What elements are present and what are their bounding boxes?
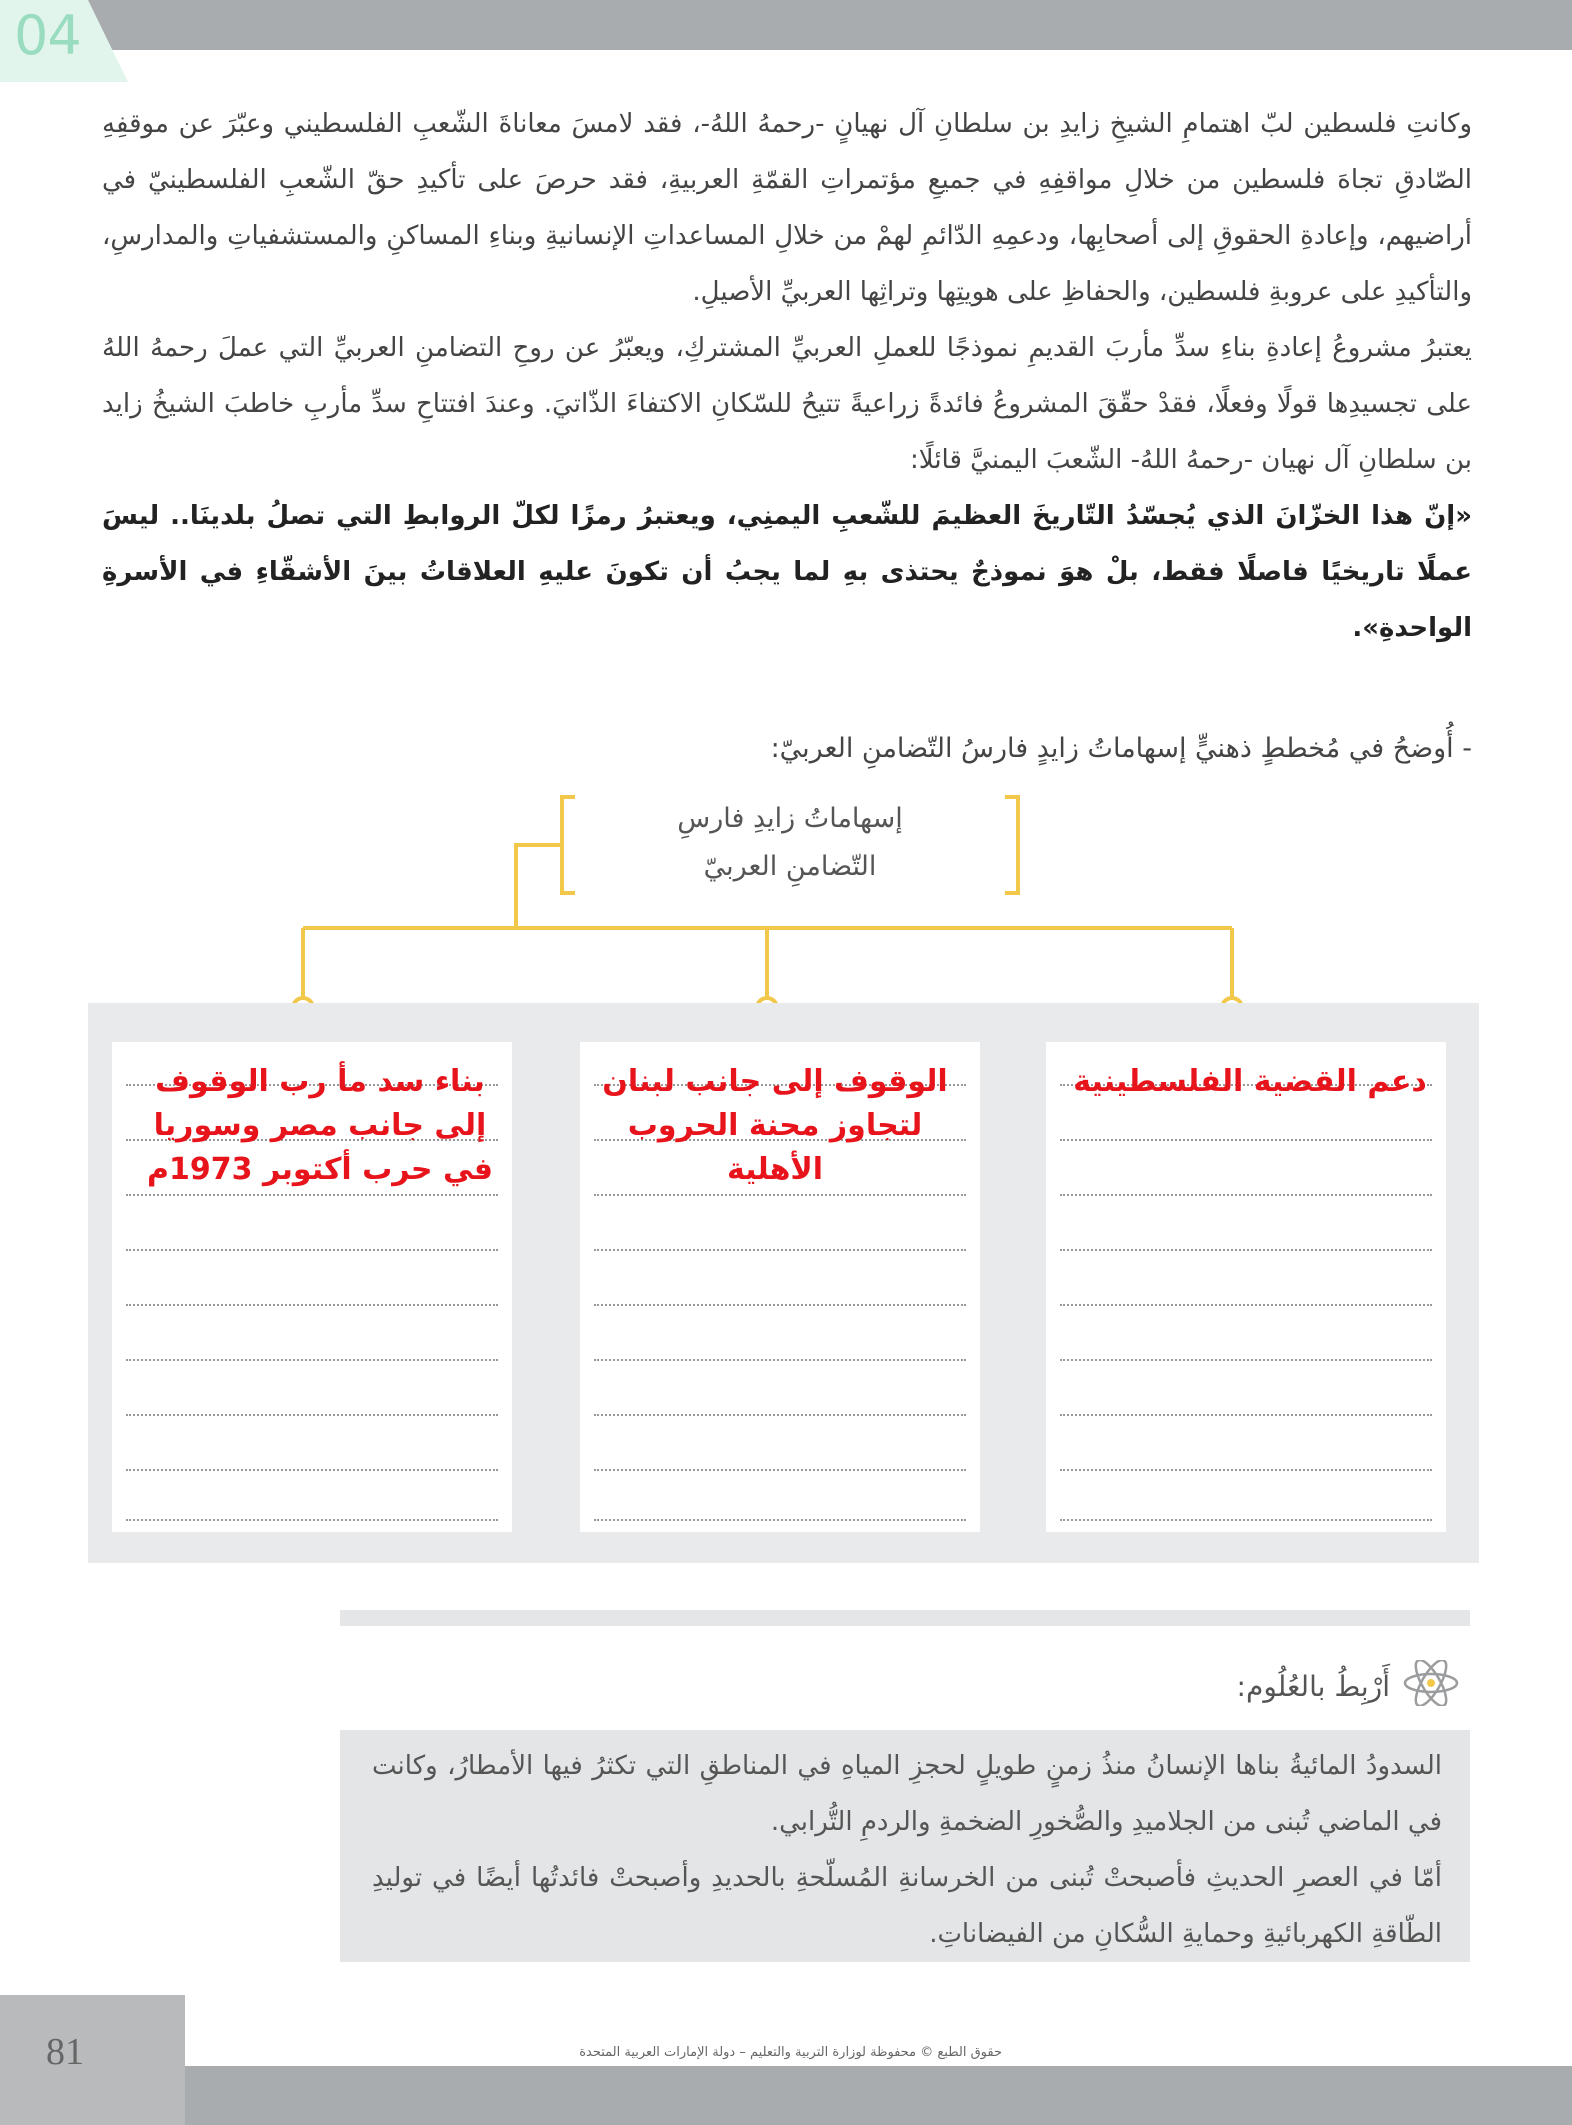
paragraph-palestine: وكانتِ فلسطين لبّ اهتمامِ الشيخِ زايدِ بن سلطانِ آل نهيانٍ -رحمهُ اللهُ-، فقد لامسَ معاناةَ الشّعبِ الفلسطيني وعبّرَ عن موقفِهِ الصّادقِ تجاهَ فلسطين من خلالِ مواقفِهِ في جميعِ مؤتمراتِ القمّةِ العربيةِ، فقد حرصَ على تأكيدِ حقّ الشّعبِ الفلسطينيّ في أراضيهم، وإعادةِ الحقوقِ إلى أصحابِها، ودعمِهِ الدّائمِ لهمْ من خلالِ المساعداتِ الإنسانيةِ وبناءِ المساكنِ والمستشفياتِ والمدارسِ، والتأكيدِ على عروبةِ فلسطين، والحفاظِ على هويتِها وتراثِها العربيِّ الأصيلِ.	[102, 109, 1472, 307]
chapter-number: 04	[14, 4, 81, 67]
atom-icon	[1402, 1660, 1460, 1713]
paragraph-marib-dam: يعتبرُ مشروعُ إعادةِ بناءِ سدِّ مأربَ القديمِ نموذجًا للعملِ العربيِّ المشتركِ، ويعبّرُ عن روحِ التضامنِ العربيِّ التي عملَ رحمهُ اللهُ على تجسيدِها قولًا وفعلًا، فقدْ حقّقَ المشروعُ فائدةً زراعيةً تتيحُ للسّكانِ الاكتفاءَ الذّاتيَ. وعندَ افتتاحِ سدِّ مأربِ خاطبَ الشيخُ زايد بن سلطانِ آل نهيان -رحمهُ اللهُ- الشّعبَ اليمنيَّ قائلًا:	[102, 333, 1472, 475]
science-heading	[1237, 1660, 1460, 1713]
science-paragraph-2: أمّا في العصرِ الحديثِ فأصبحتْ تُبنى من الخرسانةِ المُسلّحةِ بالحديدِ وأصبحتْ فائدتُها أيضًا في توليدِ الطّاقةِ الكهربائيةِ وحمايةِ السُّكانِ من الفيضاناتِ.	[372, 1863, 1442, 1949]
page-number-tab	[0, 1995, 185, 2125]
science-text	[372, 1738, 1442, 1962]
science-paragraph-1: السدودُ المائيةُ بناها الإنسانُ منذُ زمنٍ طويلٍ لحجزِ المياهِ في المناطقِ التي تكثرُ فيها الأمطارُ، وكانت في الماضي تُبنى من الجلاميدِ والصُّخورِ الضخمةِ والردمِ التُّرابي.	[372, 1751, 1442, 1837]
footer-bar	[0, 2066, 1572, 2125]
root-line-2: التّضامنِ العربيّ	[703, 851, 877, 882]
top-bar	[0, 0, 1572, 50]
answer-middle: الوقوف إلى جانب لبنان لتجاوز محنة الحروب الأهلية	[602, 1064, 948, 1187]
answer-left: بناء سد مأ رب الوقوف إلى جانب مصر وسوريا في حرب أكتوبر 1973م	[147, 1064, 493, 1187]
root-line-1: إسهاماتُ زايدِ فارسِ	[677, 803, 903, 834]
mind-map-root	[560, 795, 1020, 895]
root-connector	[516, 845, 562, 928]
task-prompt: - أُوضحُ في مُخططٍ ذهنيٍّ إسهاماتُ زايدٍ فارسُ التّضامنِ العربيّ:	[770, 733, 1472, 764]
section-separator	[340, 1610, 1470, 1626]
science-heading-text: أَرْبِطُ بالعُلُوم:	[1236, 1670, 1390, 1703]
answer-right: دعم القضية الفلسطينية	[1073, 1064, 1427, 1099]
zayed-quote: «إنّ هذا الخزّانَ الذي يُجسّدُ التّاريخَ العظيمَ للشّعبِ اليمنِي، ويعتبرُ رمزًا لكلّ الروابطِ التي تصلُ بلدينَا.. ليسَ عملًا تاريخيًا فاصلًا فقط، بلْ هوَ نموذجٌ يحتذى بهِ لما يجبُ أن تكونَ عليهِ العلاقاتُ بينَ الأشقّاءِ في الأسرةِ الواحدةِ».	[102, 501, 1472, 643]
copyright-notice: حقوق الطبع © محفوظة لوزارة التربية والتعليم – دولة الإمارات العربية المتحدة	[579, 2045, 1002, 2060]
answer-card-right[interactable]	[1046, 1042, 1446, 1532]
lesson-text	[102, 96, 1472, 656]
page-number: 81	[46, 2031, 84, 2073]
